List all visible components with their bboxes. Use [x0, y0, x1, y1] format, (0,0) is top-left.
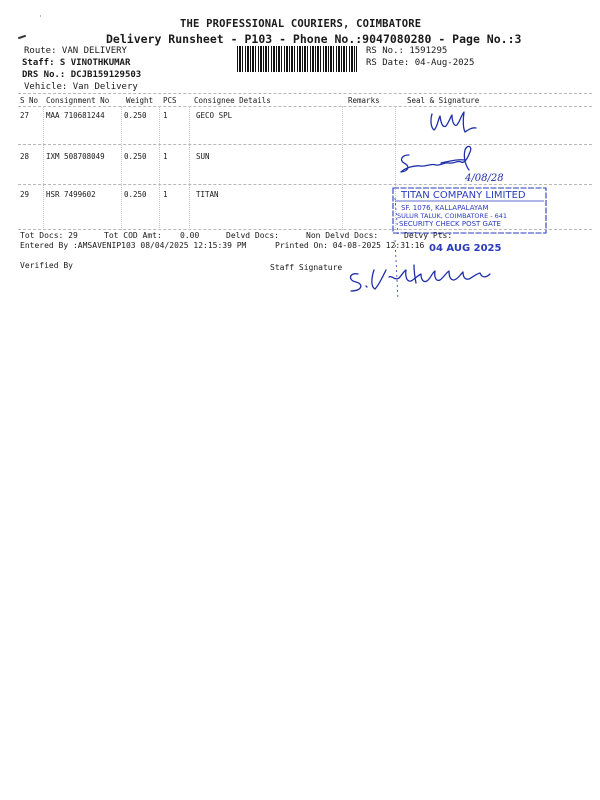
table-row-weight: 0.250: [124, 190, 147, 199]
stamp-line-2: SF. 1076, KALLAPALAYAM: [401, 204, 489, 212]
col-consignment: Consignment No: [46, 96, 110, 105]
staff-signature-label: Staff Signature: [270, 263, 343, 272]
col-weight: Weight: [126, 96, 154, 105]
row27-signature: [431, 112, 476, 132]
entered-by: Entered By :AMSAVENIP103 08/04/2025 12:15:39 PM: [20, 241, 247, 250]
table-row-consignment: HSR 7499602: [46, 190, 96, 199]
row28-signature: [401, 146, 504, 184]
table-row-consignee: TITAN: [196, 190, 219, 199]
col-seal-signature: Seal & Signature: [407, 96, 480, 105]
non-delvd-docs: Non Delvd Docs:: [306, 231, 379, 240]
stamp-line-3: SULUR TALUK, COIMBATORE - 641: [397, 212, 508, 220]
corner-mark: ': [38, 14, 43, 23]
table-row-pcs: 1: [163, 190, 168, 199]
table-row-sno: 28: [20, 152, 30, 161]
delvy-pts: Delvy Pts:: [404, 231, 453, 240]
table-row-sno: 29: [20, 190, 30, 199]
col-remarks: Remarks: [348, 96, 380, 105]
table-row-consignment: IXM 508708049: [46, 152, 105, 161]
stamp-date: 04 AUG 2025: [429, 243, 502, 254]
tot-cod-value: 0.00: [180, 231, 200, 240]
staff-label: Staff: S VINOTHKUMAR: [22, 58, 131, 68]
tot-docs: Tot Docs: 29: [20, 231, 78, 240]
table-row-consignee: GECO SPL: [196, 111, 233, 120]
signature-overlay: [0, 0, 600, 320]
vehicle-label: Vehicle: Van Delivery: [24, 82, 138, 92]
table-row-weight: 0.250: [124, 152, 147, 161]
table-row-sno: 27: [20, 111, 30, 120]
col-consignee: Consignee Details: [194, 96, 271, 105]
table-row-pcs: 1: [163, 152, 168, 161]
stamp-line-1: TITAN COMPANY LIMITED: [401, 190, 526, 201]
runsheet-subtitle: Delivery Runsheet - P103 - Phone No.:9047080280 - Page No.:3: [106, 32, 522, 46]
col-sno: S No: [20, 96, 39, 105]
route-label: Route: VAN DELIVERY: [24, 46, 127, 56]
table-row-consignment: MAA 710681244: [46, 111, 105, 120]
rs-number: RS No.: 1591295: [366, 46, 448, 56]
verified-by: Verified By: [20, 261, 73, 270]
printed-on: Printed On: 04-08-2025 12:31:16: [275, 241, 425, 250]
stamp-line-4: SECURITY CHECK POST GATE: [399, 220, 501, 228]
drs-number: DRS No.: DCJB159129503: [22, 70, 142, 80]
delvd-docs: Delvd Docs:: [226, 231, 279, 240]
staff-signature-handwritten: [350, 265, 490, 291]
rs-date: RS Date: 04-Aug-2025: [366, 58, 475, 68]
table-row-weight: 0.250: [124, 111, 147, 120]
tot-cod-label: Tot COD Amt:: [104, 231, 162, 240]
table-row-pcs: 1: [163, 111, 168, 120]
company-title: THE PROFESSIONAL COURIERS, COIMBATORE: [180, 18, 422, 30]
table-row-consignee: SUN: [196, 152, 210, 161]
col-pcs: PCS: [163, 96, 177, 105]
row28-date-handwritten: 4/08/28: [465, 173, 504, 184]
